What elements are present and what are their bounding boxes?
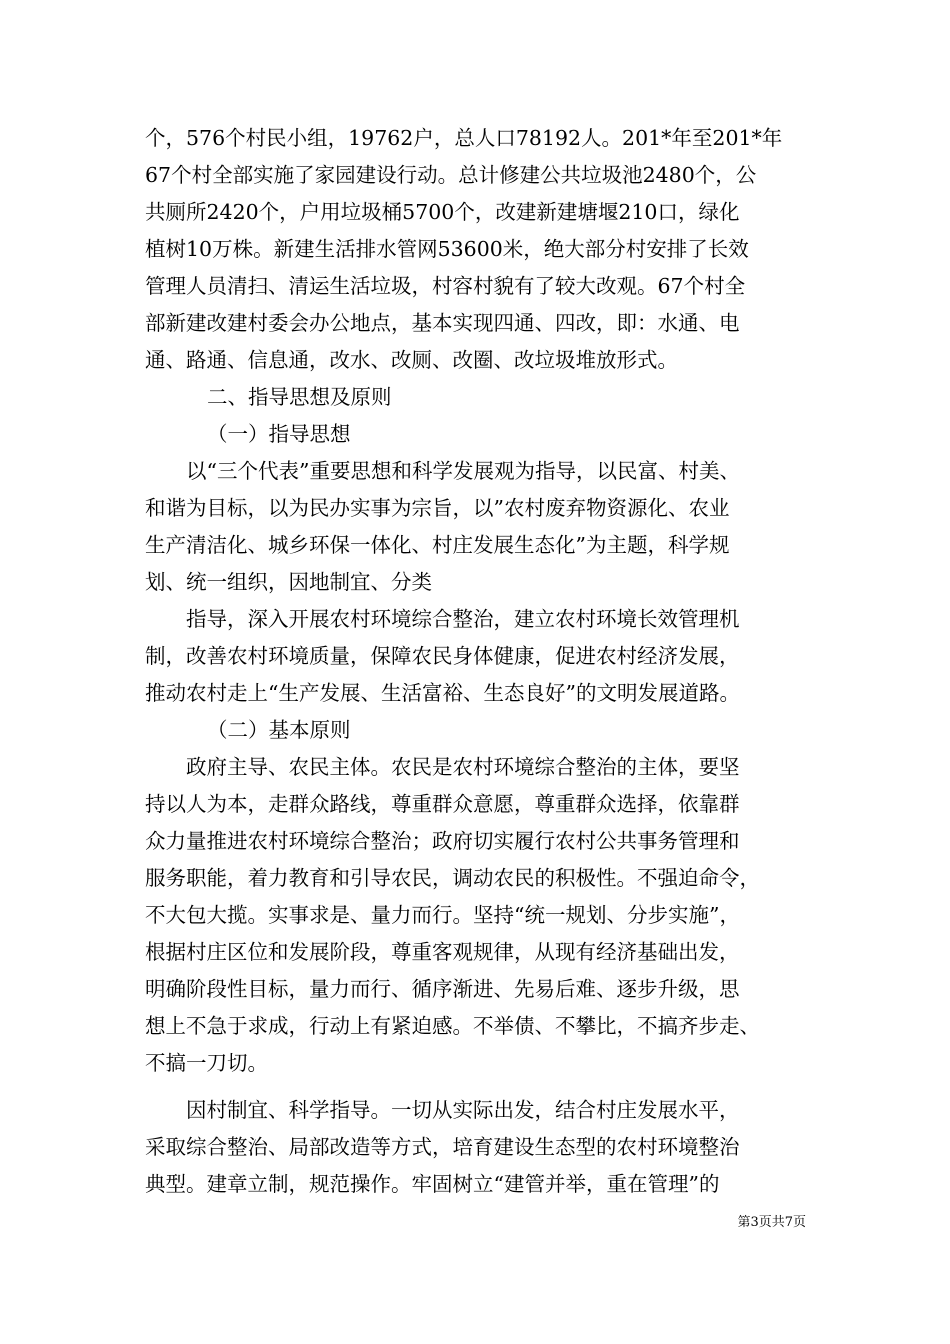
paragraph-start-line: 因村制宜、科学指导。一切从实际出发，结合村庄发展水平， (186, 1098, 740, 1122)
text-line: 想上不急于求成，行动上有紧迫感。不举债、不攀比，不搞齐步走、 (145, 1014, 760, 1038)
text-line: 服务职能，着力教育和引导农民，调动农民的积极性。不强迫命令， (145, 866, 760, 890)
text-line: 管理人员清扫、清运生活垃圾，村容村貌有了较大改观。67个村全 (145, 274, 746, 298)
text-line: 持以人为本，走群众路线，尊重群众意愿，尊重群众选择，依靠群 (145, 792, 740, 816)
text-line: 部新建改建村委会办公地点，基本实现四通、四改，即：水通、电 (145, 311, 740, 335)
text-line: 植树10万株。新建生活排水管网53600米，绝大部分村安排了长效 (145, 237, 749, 261)
document-body (145, 120, 815, 1203)
text-line: 众力量推进农村环境综合整治；政府切实履行农村公共事务管理和 (145, 829, 740, 853)
paragraph-start-line: 指导，深入开展农村环境综合整治，建立农村环境长效管理机 (186, 607, 740, 631)
page-number-footer: 第3页共7页 (737, 1215, 806, 1230)
text-line: 典型。建章立制，规范操作。牢固树立“建管并举，重在管理”的 (145, 1172, 720, 1196)
text-line: 根据村庄区位和发展阶段，尊重客观规律，从现有经济基础出发， (145, 940, 740, 964)
text-line: 划、统一组织，因地制宜、分类 (145, 570, 432, 594)
text-line: 不大包大揽。实事求是、量力而行。坚持“统一规划、分步实施”， (145, 903, 740, 927)
text-line: 采取综合整治、局部改造等方式，培育建设生态型的农村环境整治 (145, 1135, 740, 1159)
text-line: 和谐为目标，以为民办实事为宗旨，以”农村废弃物资源化、农业 (145, 496, 730, 520)
paragraph-start-line: 以“三个代表”重要思想和科学发展观为指导，以民富、村美、 (186, 459, 740, 483)
paragraph-start-line: 政府主导、农民主体。农民是农村环境综合整治的主体，要坚 (186, 755, 740, 779)
text-line: 明确阶段性目标，量力而行、循序渐进、先易后难、逐步升级，思 (145, 977, 740, 1001)
text-line: 不搞一刀切。 (145, 1051, 268, 1075)
text-line: 共厕所2420个，户用垃圾桶5700个，改建新建塘堰210口，绿化 (145, 200, 740, 224)
section-heading: 二、指导思想及原则 (207, 385, 392, 409)
subsection-heading: （一）指导思想 (207, 422, 351, 446)
text-line: 通、路通、信息通，改水、改厕、改圈、改垃圾堆放形式。 (145, 348, 678, 372)
text-line: 生产清洁化、城乡环保一体化、村庄发展生态化”为主题，科学规 (145, 533, 730, 557)
subsection-heading: （二）基本原则 (207, 718, 351, 742)
text-line: 制，改善农村环境质量，保障农民身体健康，促进农村经济发展， (145, 644, 740, 668)
text-line: 67个村全部实施了家园建设行动。总计修建公共垃圾池2480个，公 (145, 163, 757, 187)
text-line: 推动农村走上“生产发展、生活富裕、生态良好”的文明发展道路。 (145, 681, 740, 705)
text-line: 个，576个村民小组，19762户，总人口78192人。201*年至201*年 (145, 126, 783, 150)
